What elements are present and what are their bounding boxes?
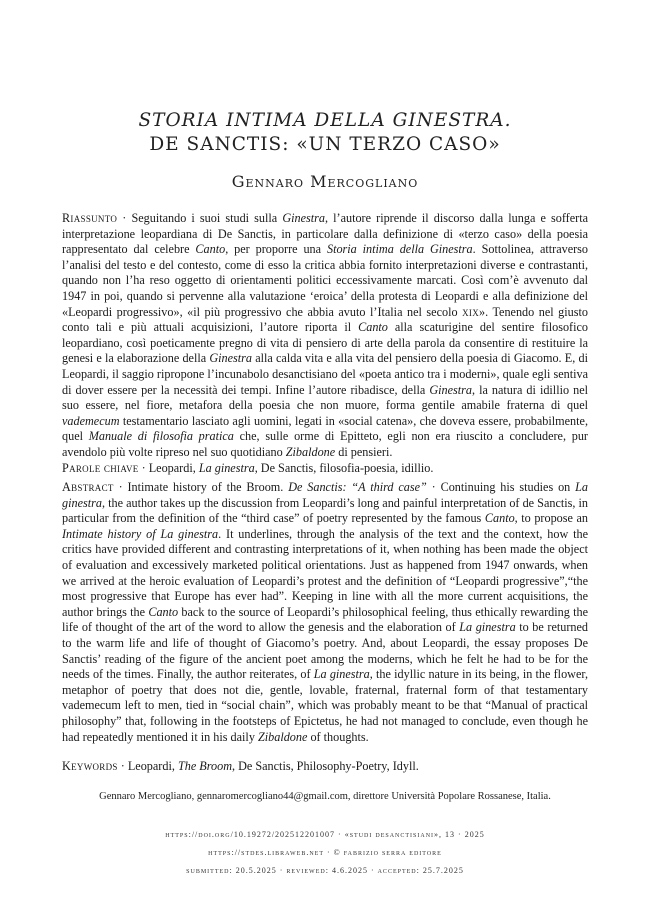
abstract-paragraph: Abstract · Intimate history of the Broom. De Sanctis: “A third case” · Continuing his studies on La ginestra, the author takes up the discussion from Leopardi’s long and painful interpretation of de Sanctis, in particular from the definition of the “third case” of poetry represented by the famous Canto, to propose an Intimate history of La ginestra. It underlines, through the analysis of the text and the context, how the critics have provided different and contrasting interpretations of it, when nothing has been made the object of evaluation and excessively marketed political orientations. Just as happened from 1947 onwards, when we arrived at the heroic evaluation of Leopardi’s protest and the definition of “Leopardi progressive”,“the most progressive that Europe has ever had”. Keeping in line with all the more current acquisitions, the author brings the Canto back to the source of Leopardi’s philosophical feeling, thus ethically rewarding the life of thought of the art of the word to allow the genesis and the elaboration of La ginestra to be returned to the warm life and life of thought of Giacomo’s poetry. And, about Leopardi, the essay proposes De Sanctis’ reading of the figure of the ancient poet among the moderns, which he felt he had to be for the needs of the times. Finally, the author reiterates, of La ginestra, the idyllic nature in its being, in the flower, metaphor of poetry that does not die, gentle, lovable, fraternal, fraternal form of that testamentary vademecum left to men, tied in “social chain”, which was probably meant to be that “Manual of practical philosophy” that, following in the footsteps of Epictetus, he had not managed to conclude, even though he had repeatedly mentioned it in his daily Zibaldone of thoughts. (62, 480, 589, 744)
author-contact: Gennaro Mercogliano, gennaromercogliano44@gmail.com, direttore Università Popolare Rossanese, Italia. (99, 791, 551, 802)
keywords-label: Keywords (62, 759, 118, 773)
emphasis-run: Manuale di filosofia pratica (88, 429, 234, 444)
emphasis-run: Ginestra (282, 211, 325, 225)
emphasis-run: Zibaldone (257, 729, 308, 744)
emphasis-run: De Sanctis: “A third case” (288, 480, 427, 494)
emphasis-run: La ginestra (459, 620, 516, 635)
emphasis-run: La ginestra (62, 480, 588, 510)
emphasis-run: La ginestra (313, 667, 370, 682)
emphasis-run: Ginestra (209, 351, 252, 366)
emphasis-run: Canto (195, 242, 226, 257)
emphasis-run: Ginestra (429, 382, 472, 397)
emphasis-run: The Broom (177, 759, 233, 773)
emphasis-run: vademecum (62, 413, 120, 428)
riassunto-paragraph: Riassunto · Seguitando i suoi studi sulla Ginestra, l’autore riprende il discorso dalla lunga e sofferta interpretazione leopardiana di De Sanctis, in particolare dalla definizione di «terzo caso» della poesia rappresentato dal celebre Canto, per proporre una Storia intima della Ginestra. Sottolinea, attraverso l’analisi del testo e del contesto, come di esso la critica abbia fornito interpretazioni diverse e contrastanti, quando non l’ha reso oggetto di orientamenti politici eccessivamente marcati. Così com’è avvenuto dal 1947 in poi, quando si pervenne alla valutazione ‘eroica’ della protesta di Leopardi e alla definizione del «Leopardi progressivo», «il più progressivo che abbia avuto l’Italia nel secolo xix». Tenendo nel giusto conto tali e più attuali acquisizioni, l’autore riporta il Canto alla scaturigine del sentire filosofico leopardiano, così poeticamente pregno di vita di pensiero di arte della parola da consentire di restituire la genesi e la elaborazione della Ginestra alla calda vita e alla vita del pensiero della poesia di Giacomo. E, di Leopardi, il saggio ripropone l’incunabolo desanctisiano del «poeta antico tra i moderni», quale egli sentiva di dover essere per la necessità dei tempi. Infine l’autore ribadisce, della Ginestra, la natura di idillio nel suo essere, nel fiore, metafora della poesia che non muore, forma gentile amabile fraterna di quel vademecum testamentario lasciato agli uomini, legati in «social catena», che doveva essere, probabilmente, quel Manuale di filosofia pratica che, sulle orme di Epitteto, egli non era riuscito a concludere, pur avendolo più volte ripreso nel suo quotidiano Zibaldone di pensieri. (62, 211, 589, 459)
footer-publisher-line: https://stdes.libraweb.net · © fabrizio serra editore (208, 848, 442, 857)
emphasis-run: xix (462, 304, 479, 319)
emphasis-run: Storia intima della Ginestra (326, 242, 473, 257)
footer-doi-line: https://doi.org/10.19272/202512201007 · «studi desanctisiani», 13 · 2025 (165, 830, 485, 839)
article-title-line1: STORIA INTIMA DELLA GINESTRA. (138, 110, 512, 131)
emphasis-run: Canto (484, 511, 515, 526)
emphasis-run: Canto (358, 320, 388, 335)
author-name: Gennaro Mercogliano (231, 172, 419, 191)
parole_chiave-label: Parole chiave (62, 461, 139, 475)
emphasis-run: Zibaldone (285, 444, 336, 459)
emphasis-run: La ginestra (198, 461, 255, 475)
parole-chiave-paragraph: Parole chiave · Leopardi, La ginestra, De Sanctis, filosofia-poesia, idillio. (62, 461, 434, 475)
footer-dates-line: submitted: 20.5.2025 · reviewed: 4.6.2025 · accepted: 25.7.2025 (186, 866, 464, 875)
abstract-label: Abstract (62, 480, 114, 494)
keywords-paragraph: Keywords · Leopardi, The Broom, De Sanctis, Philosophy-Poetry, Idyll. (62, 759, 419, 773)
emphasis-run: Intimate history of La ginestra (62, 526, 219, 541)
article-title-line2: DE SANCTIS: «UN TERZO CASO» (149, 134, 501, 155)
emphasis-run: Canto (148, 604, 179, 619)
riassunto-label: Riassunto (62, 211, 118, 225)
